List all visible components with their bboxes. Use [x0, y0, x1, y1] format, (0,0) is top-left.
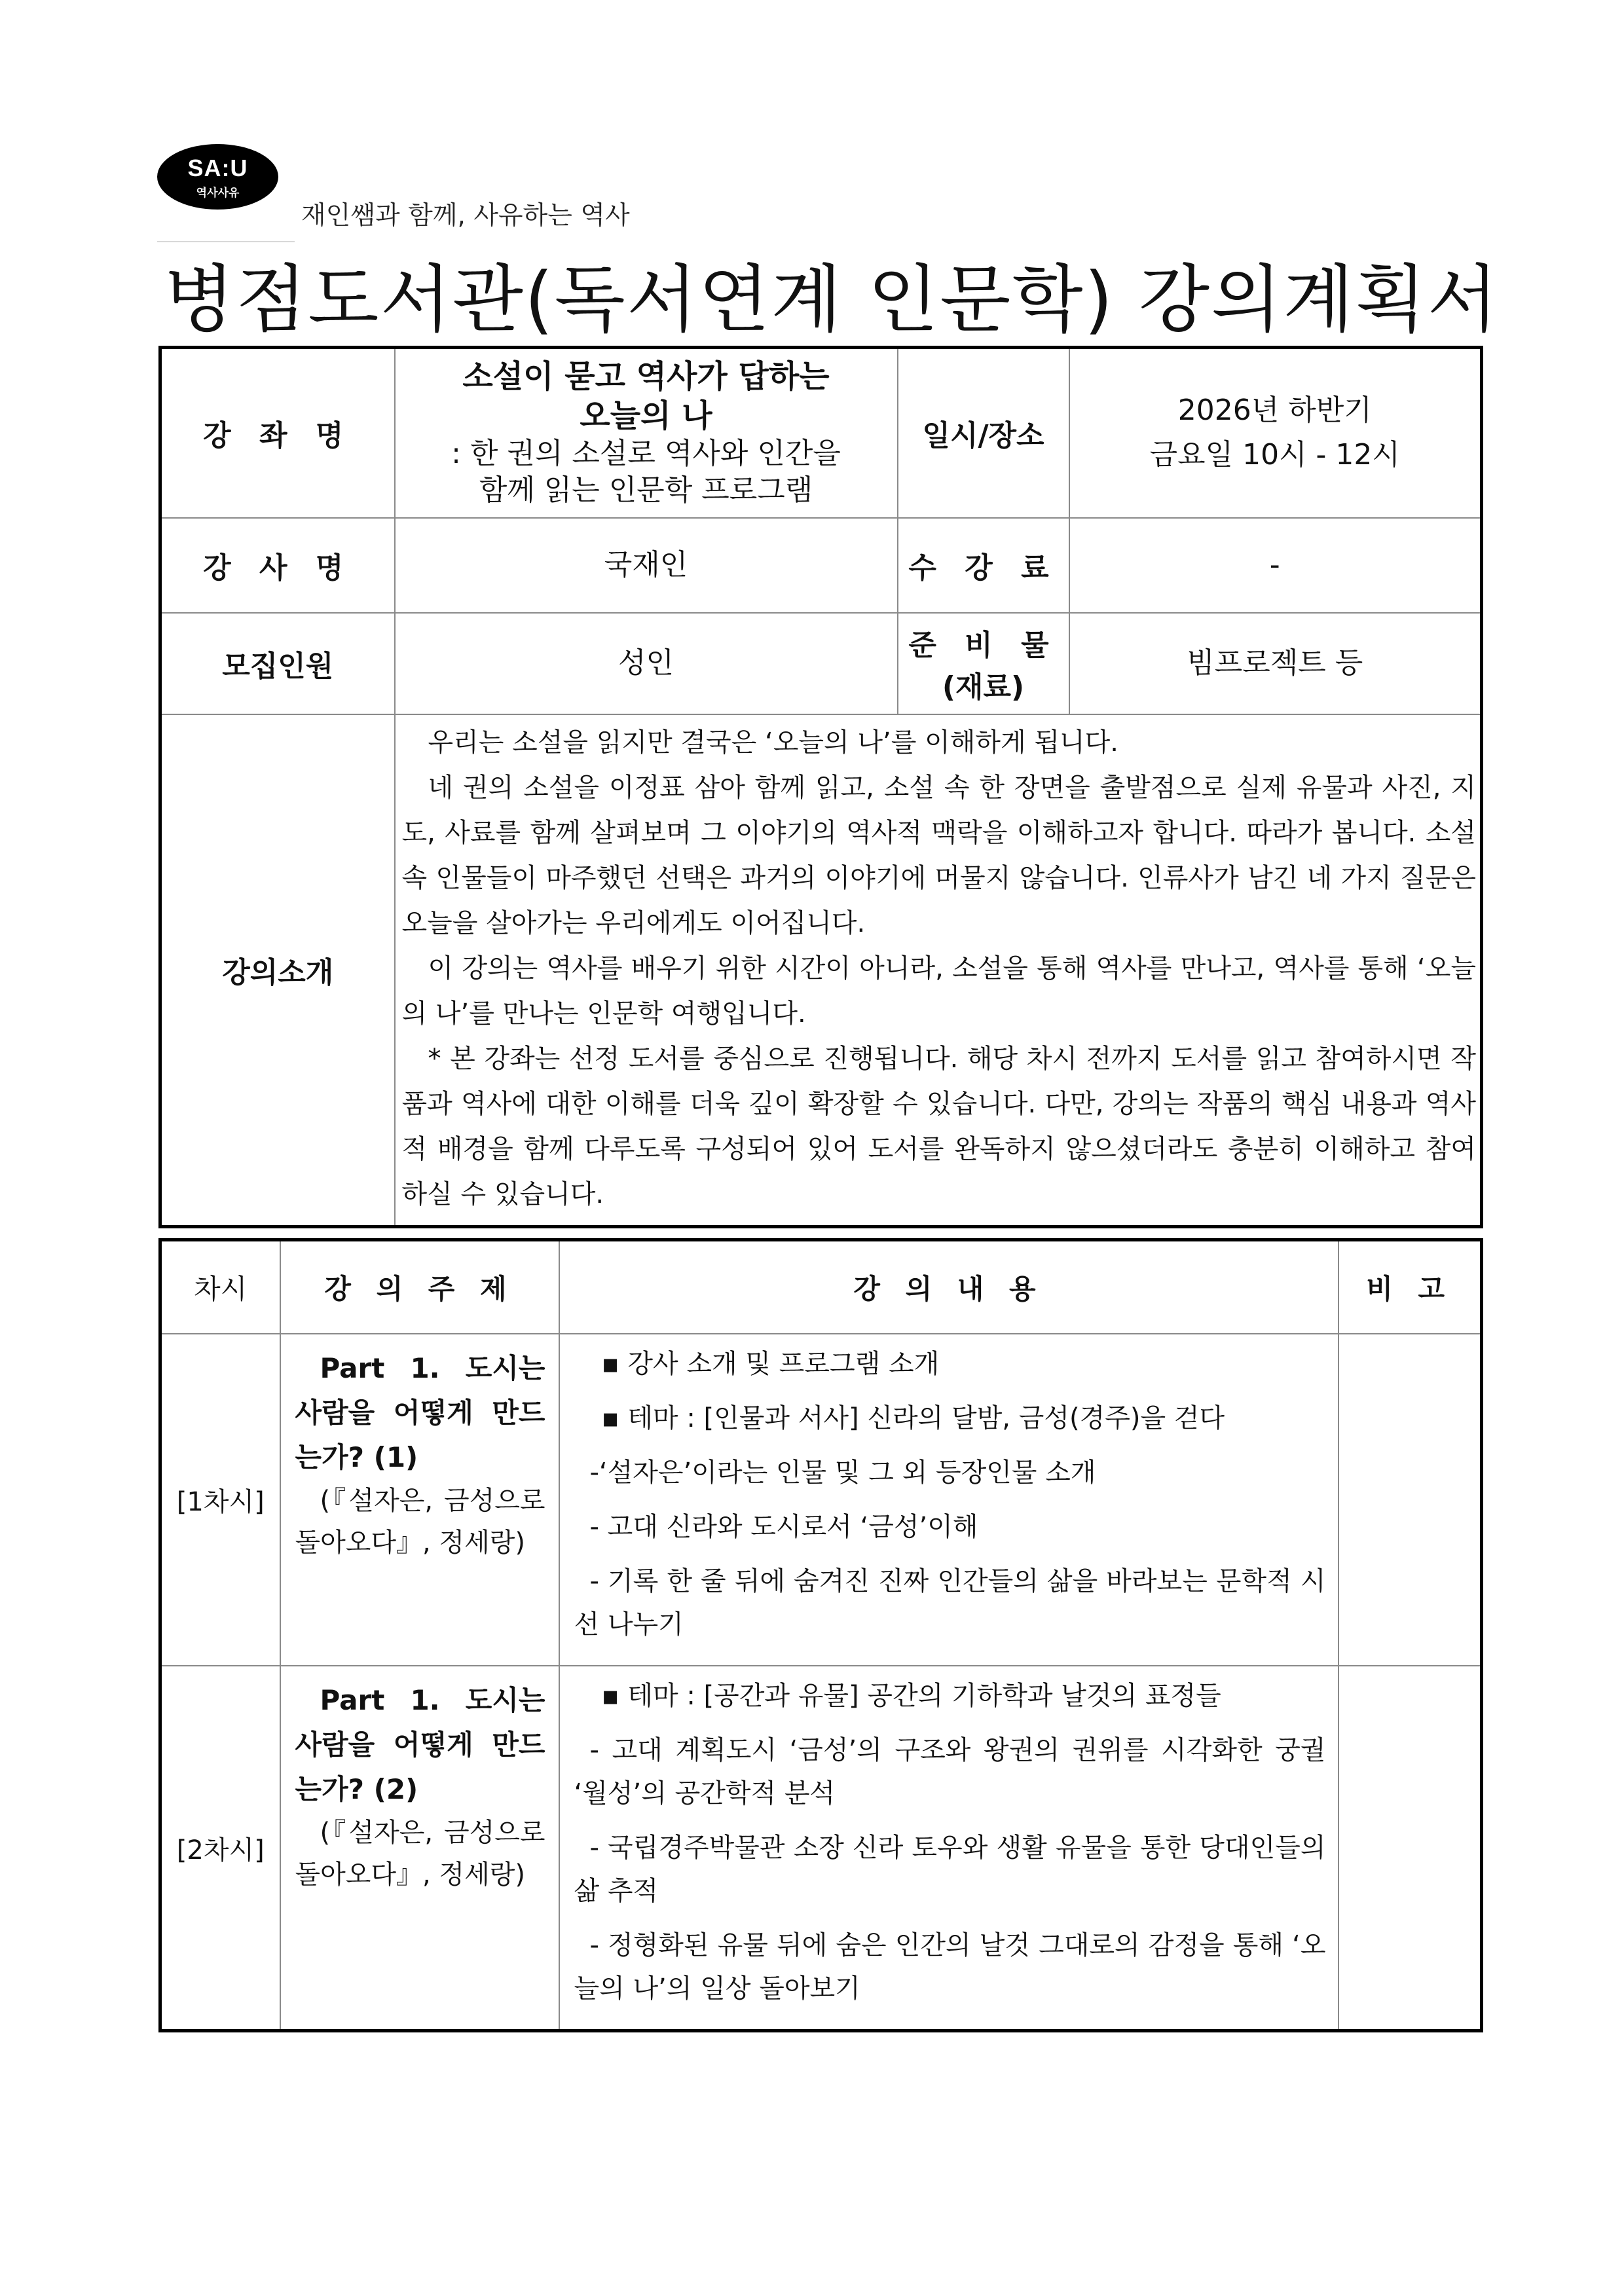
materials-label-sub: (재료) [942, 670, 1025, 704]
materials-value: 빔프로젝트 등 [1069, 613, 1482, 714]
logo [157, 144, 278, 210]
fee-value: - [1069, 518, 1482, 613]
intro-paragraph-1: 우리는 소설을 읽지만 결국은 ‘오늘의 나’를 이해하게 됩니다. [428, 727, 1119, 758]
content-item: ▪ 강사 소개 및 프로그램 소개 [601, 1349, 940, 1379]
schedule-label: 일시/장소 [898, 348, 1069, 518]
schedule-term: 2026년 하반기 [1177, 394, 1372, 428]
course-subtitle-1: : 한 권의 소설로 역사와 인간을 [451, 437, 841, 471]
lecturer-value: 국재인 [395, 518, 898, 613]
intro-text-cell [395, 714, 1482, 1227]
logo-text: SA:U [187, 155, 248, 181]
content-item: - 기록 한 줄 뒤에 숨겨진 진짜 인간들의 삶을 바라보는 문학적 시선 나누기 [574, 1566, 1326, 1640]
info-row-intro [160, 714, 1482, 1227]
header-topic: 강 의 주 제 [280, 1240, 559, 1334]
session-label: [1차시] [160, 1334, 280, 1666]
course-title-1: 소설이 묻고 역사가 답하는 [462, 358, 830, 395]
intro-paragraph-3: 이 강의는 역사를 배우기 위한 시간이 아니라, 소설을 통해 역사를 만나고, 역사를 통해 ‘오늘의 나’를 만나는 인문학 여행입니다. [401, 953, 1476, 1029]
header-content: 강 의 내 용 [559, 1240, 1338, 1334]
topic-book: (『설자은, 금성으로 돌아오다』, 정세랑) [295, 1486, 545, 1558]
content-item: -‘설자은’이라는 인물 및 그 외 등장인물 소개 [589, 1458, 1096, 1488]
content-item: - 국립경주박물관 소장 신라 토우와 생활 유물을 통한 당대인들의 삶 추적 [574, 1833, 1326, 1906]
table-row [160, 1334, 1482, 1666]
header-note: 비 고 [1338, 1240, 1482, 1334]
topic-main: Part 1. 도시는 사람을 어떻게 만드는가? (1) [295, 1352, 545, 1473]
topic-main: Part 1. 도시는 사람을 어떻게 만드는가? (2) [295, 1684, 545, 1805]
topic-book: (『설자은, 금성으로 돌아오다』, 정세랑) [295, 1818, 545, 1890]
topic-cell [280, 1666, 559, 2031]
table-row [160, 1666, 1482, 2031]
schedule-table [158, 1238, 1483, 2032]
content-item: - 고대 계획도시 ‘금성’의 구조와 왕권의 권위를 시각화한 궁궐 ‘월성’의 공간학적 분석 [574, 1735, 1326, 1808]
tagline: 재인쌤과 함께, 사유하는 역사 [301, 201, 630, 230]
recruit-value: 성인 [395, 613, 898, 714]
info-row-lecturer [160, 518, 1482, 613]
header-session: 차시 [160, 1240, 280, 1334]
materials-label: 준 비 물 [908, 629, 1058, 662]
recruit-label: 모집인원 [160, 613, 395, 714]
note-cell [1338, 1334, 1482, 1666]
intro-label: 강의소개 [160, 714, 395, 1227]
intro-paragraph-4: * 본 강좌는 선정 도서를 중심으로 진행됩니다. 해당 차시 전까지 도서를 읽고 참여하시면 작품과 역사에 대한 이해를 더욱 깊이 확장할 수 있습니다. 다만, 강의는 작품의 핵심 내용과 역사적 배경을 함께 다루도록 구성되어 있어 도서를 완독하지 않으셨더라도 충분히 이해하고 참여하실 수 있습니다. [401, 1043, 1476, 1209]
intro-paragraph-2: 네 권의 소설을 이정표 삼아 함께 읽고, 소설 속 한 장면을 출발점으로 실제 유물과 사진, 지도, 사료를 함께 살펴보며 그 이야기의 역사적 맥락을 이해하고자 합니다. 따라가 봅니다. 소설 속 인물들이 마주했던 선택은 과거의 이야기에 머물지 않습니다. 인류사가 남긴 네 가지 질문은 오늘을 살아가는 우리에게도 이어집니다. [401, 772, 1476, 938]
info-row-course [160, 348, 1482, 518]
fee-label: 수 강 료 [898, 518, 1069, 613]
content-item: ▪ 테마 : [인물과 서사] 신라의 달밤, 금성(경주)을 걷다 [601, 1403, 1225, 1433]
schedule-cell [1069, 348, 1482, 518]
info-table [158, 346, 1483, 1228]
schedule-time: 금요일 10시 - 12시 [1149, 438, 1400, 472]
topic-cell [280, 1334, 559, 1666]
course-label: 강 좌 명 [160, 348, 395, 518]
logo-subtext: 역사사유 [196, 187, 240, 200]
schedule-header-row [160, 1240, 1482, 1334]
content-item: ▪ 테마 : [공간과 유물] 공간의 기하학과 날것의 표정들 [601, 1681, 1221, 1711]
session-label: [2차시] [160, 1666, 280, 2031]
course-subtitle-2: 함께 읽는 인문학 프로그램 [479, 473, 813, 507]
course-title-2: 오늘의 나 [580, 397, 712, 435]
course-title-cell [395, 348, 898, 518]
content-item: - 고대 신라와 도시로서 ‘금성’이해 [589, 1512, 978, 1542]
content-cell [559, 1334, 1338, 1666]
lecturer-label: 강 사 명 [160, 518, 395, 613]
content-cell [559, 1666, 1338, 2031]
page-title: 병점도서관(독서연계 인문학) 강의계획서 [164, 257, 1500, 342]
materials-label-cell [898, 613, 1069, 714]
info-row-recruit [160, 613, 1482, 714]
note-cell [1338, 1666, 1482, 2031]
content-item: - 정형화된 유물 뒤에 숨은 인간의 날것 그대로의 감정을 통해 ‘오늘의 나’의 일상 돌아보기 [574, 1930, 1326, 2004]
